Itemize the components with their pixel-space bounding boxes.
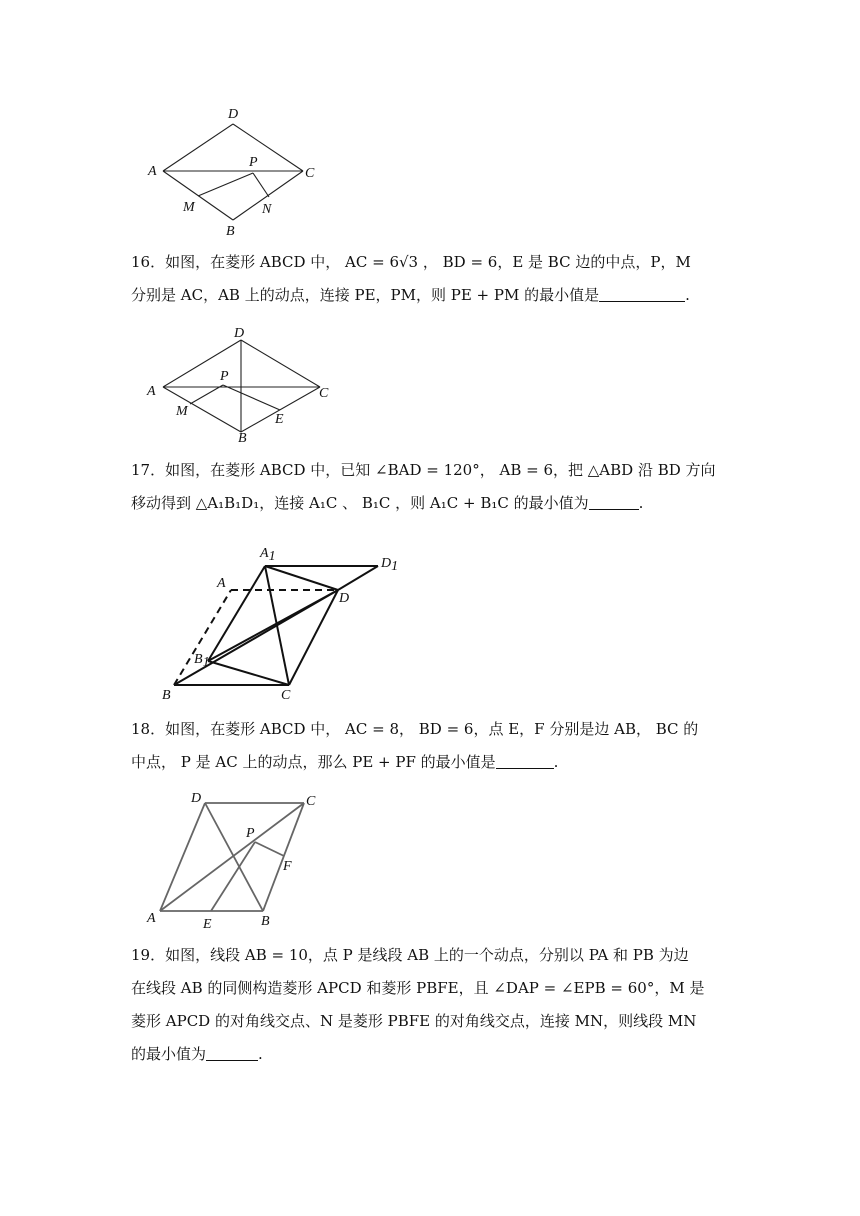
answer-blank-19[interactable] xyxy=(206,1042,258,1061)
label-B1: B1 xyxy=(194,652,210,670)
question-18-line-2 xyxy=(131,746,731,779)
label-P: P xyxy=(249,155,258,170)
label-D1: D1 xyxy=(381,556,399,574)
label-B: B xyxy=(238,431,247,446)
answer-blank-18[interactable] xyxy=(496,750,554,769)
label-M: M xyxy=(183,200,195,215)
figure-16-rhombus xyxy=(140,322,340,448)
question-19 xyxy=(131,939,731,1071)
answer-blank-17[interactable] xyxy=(589,491,639,510)
label-D: D xyxy=(234,326,245,341)
answer-blank-16[interactable] xyxy=(599,283,685,302)
question-18-end: . xyxy=(553,753,559,771)
label-D: D xyxy=(339,591,350,606)
label-C: C xyxy=(281,688,291,703)
figure-15-rhombus xyxy=(140,100,330,240)
question-18-line-1: 18．如图，在菱形 ABCD 中， AC = 8， BD = 6，点 E，F 分别是边 AB， BC 的 xyxy=(131,720,699,738)
question-18 xyxy=(131,713,731,779)
label-D: D xyxy=(191,791,202,806)
question-19-line-3: 菱形 APCD 的对角线交点、N 是菱形 PBFE 的对角线交点，连接 MN，则线段 MN xyxy=(131,1012,697,1030)
label-A1: A1 xyxy=(260,546,276,564)
label-B: B xyxy=(261,914,270,929)
figure-18-rhombus xyxy=(145,785,345,935)
question-16-line-2 xyxy=(131,279,731,312)
label-E: E xyxy=(203,917,212,932)
label-D: D xyxy=(228,107,239,122)
label-C: C xyxy=(319,386,329,401)
question-17-text: 移动得到 △A₁B₁D₁，连接 A₁C 、 B₁C ，则 A₁C + B₁C 的最小值为 xyxy=(131,494,589,512)
label-N: N xyxy=(262,202,272,217)
label-B: B xyxy=(226,224,235,239)
label-F: F xyxy=(283,859,292,874)
question-16-end: . xyxy=(685,286,690,304)
question-19-line-1: 19．如图，线段 AB = 10，点 P 是线段 AB 上的一个动点，分别以 PA 和 PB 为边 xyxy=(131,946,689,964)
label-A: A xyxy=(147,911,156,926)
question-17-line-2 xyxy=(131,487,731,520)
question-16-line-1: 16．如图，在菱形 ABCD 中， AC = 6√3 ， BD = 6，E 是 BC 边的中点，P，M xyxy=(131,253,691,271)
label-B: B xyxy=(162,688,171,703)
label-M: M xyxy=(176,404,188,419)
question-19-line-2: 在线段 AB 的同侧构造菱形 APCD 和菱形 PBFE，且 ∠DAP = ∠EPB = 60°，M 是 xyxy=(131,979,705,997)
question-18-text: 中点， P 是 AC 上的动点，那么 PE + PF 的最小值是 xyxy=(131,753,496,771)
figure-17-rhombus-translation xyxy=(160,543,410,703)
label-A: A xyxy=(217,576,226,591)
label-E: E xyxy=(275,412,284,427)
label-P: P xyxy=(220,369,229,384)
label-C: C xyxy=(305,166,315,181)
label-C: C xyxy=(306,794,316,809)
question-17 xyxy=(131,454,731,520)
label-A: A xyxy=(147,384,156,399)
label-P: P xyxy=(246,826,255,841)
question-19-end: . xyxy=(258,1045,263,1063)
question-19-text: 的最小值为 xyxy=(131,1045,207,1063)
question-19-line-4 xyxy=(131,1038,731,1071)
question-16-text: 分别是 AC，AB 上的动点，连接 PE，PM，则 PE + PM 的最小值是 xyxy=(131,286,600,304)
question-17-end: . xyxy=(638,494,644,512)
question-17-line-1: 17．如图，在菱形 ABCD 中，已知 ∠BAD = 120°， AB = 6，把 △ABD 沿 BD 方向 xyxy=(131,461,716,479)
question-16 xyxy=(131,246,731,312)
label-A: A xyxy=(148,164,157,179)
